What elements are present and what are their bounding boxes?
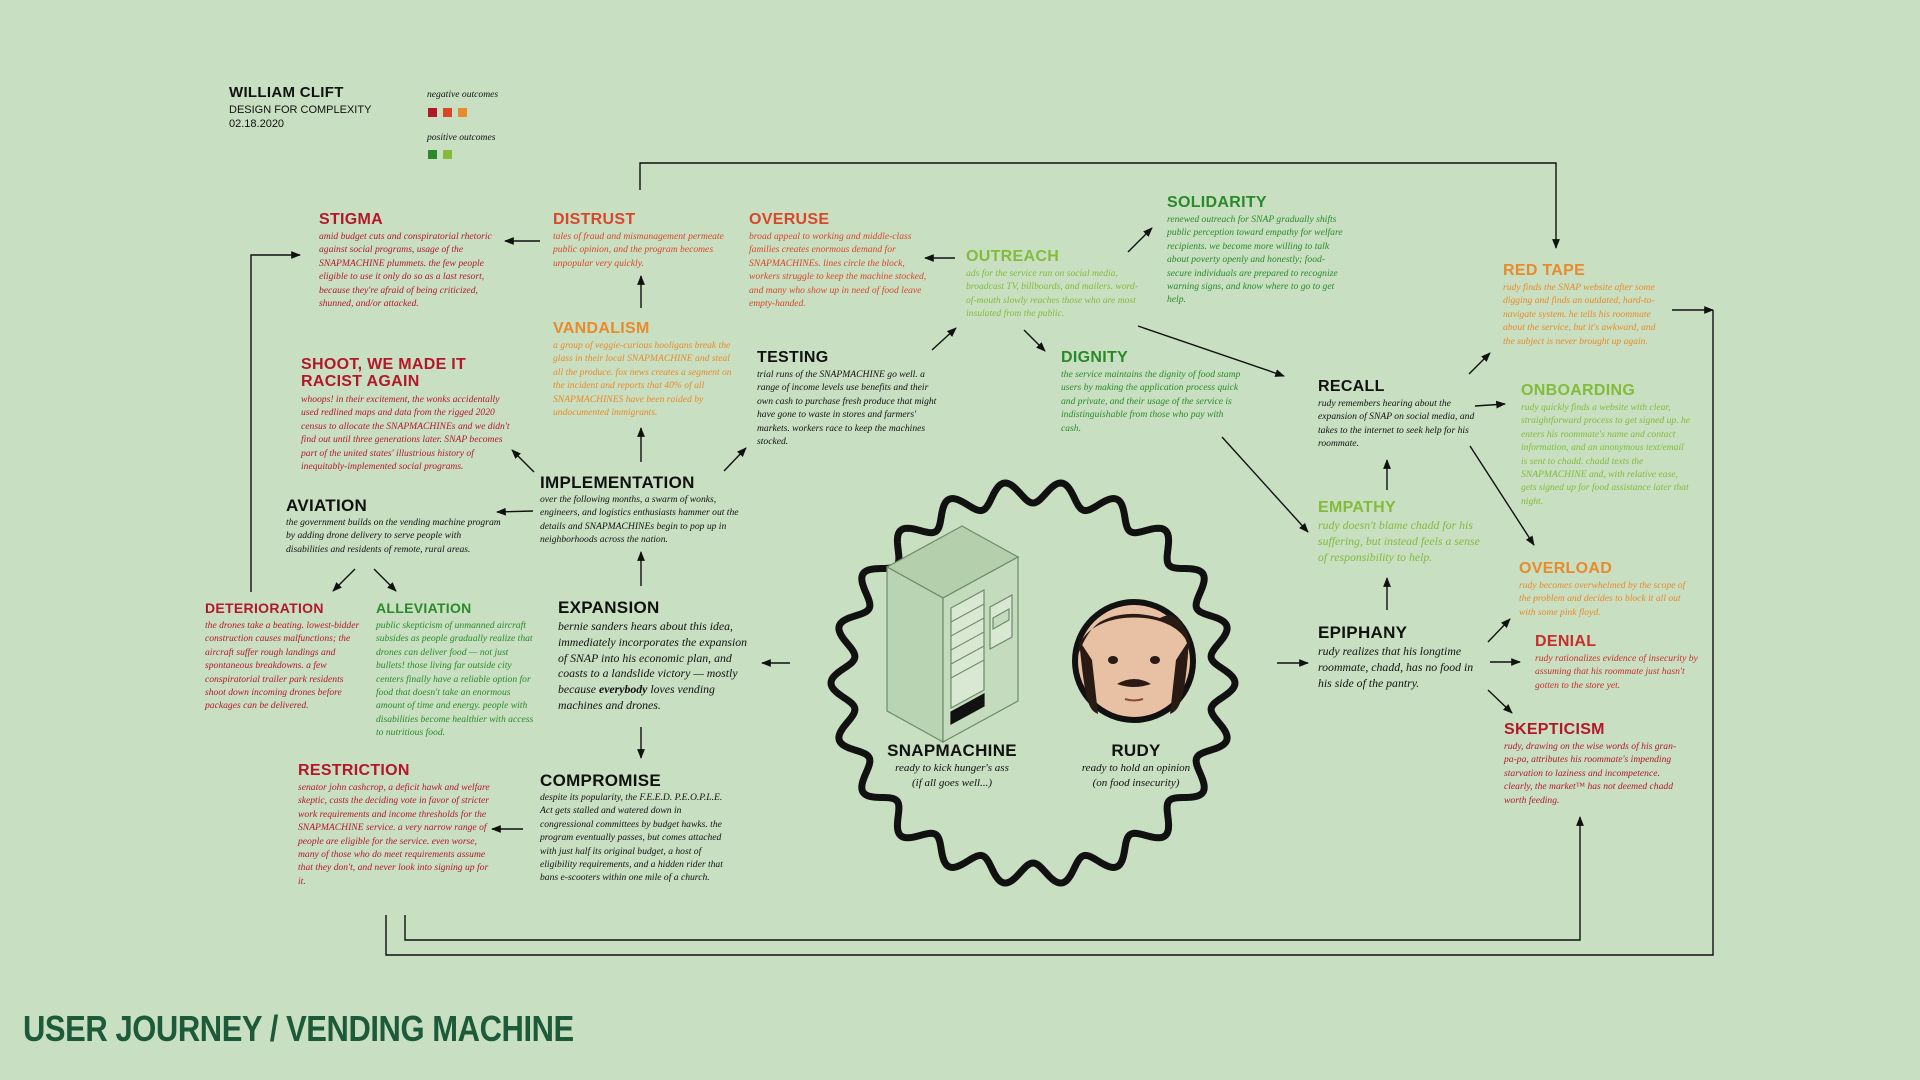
node-text: ads for the service run on social media, broadcast TV, billboards, and mailers. word-of-mouth slowly reaches those who are most insulated from the public. [966, 268, 1138, 320]
legend-swatch-red [428, 108, 437, 117]
legend-swatch-dorange [443, 108, 452, 117]
date: 02.18.2020 [229, 118, 285, 130]
node-title: SHOOT, WE MADE IT RACIST AGAIN [301, 356, 467, 390]
node-title: RECALL [1318, 378, 1385, 395]
node-text: amid budget cuts and conspiratorial rhetoric against social programs, usage of the SNAPMACHINE plummets. the few people eligible to use it only do so as a last resort, because they're afraid of being criticized, shunned, and/or attacked. [319, 231, 492, 310]
node-red-tape [1503, 262, 1663, 348]
node-deterioration [205, 600, 365, 713]
node-text: bernie sanders hears about this idea, immediately incorporates the expansion of SNAP into his economic plan, and coasts to a landslide victory — mostly because everybody loves vending machines and drones. [558, 619, 748, 712]
node-title: IMPLEMENTATION [540, 473, 695, 492]
arrow-outreach-dignity [1024, 330, 1045, 351]
node-text: whoops! in their excitement, the wonks accidentally used redlined maps and data from the rigged 2020 census to allocate the SNAPMACHINEs and we didn't find out until three generations later. SNAP becomes part of the united states' illustrious history of inequitably-implemented social programs. [301, 394, 510, 473]
node-skepticism [1504, 721, 1684, 807]
node-title: TESTING [757, 349, 829, 366]
node-text: rudy quickly finds a website with clear, straightforward process to get signed up. he enters his roommate's name and contact information, and an anonymous text/email is sent to chadd. chadd texts the SNAPMACHINE and, with relative ease, gets signed up for food assistance later that night. [1521, 402, 1691, 507]
node-distrust [553, 211, 733, 270]
node-text: renewed outreach for SNAP gradually shifts public perception toward empathy for welfare recipients. we become more willing to talk about poverty openly and honestly; food-secure individuals are prepared to recognize warning signs, and know where to go to get help. [1167, 214, 1343, 306]
node-title: COMPROMISE [540, 771, 662, 790]
snapmachine-sub2: (if all goes well...) [911, 777, 993, 789]
node-aviation [286, 497, 501, 556]
page-title: USER JOURNEY / VENDING MACHINE [23, 1008, 574, 1049]
node-testing [757, 349, 937, 448]
arrow-implementation-aviation [497, 511, 533, 512]
node-title: SOLIDARITY [1167, 194, 1267, 211]
node-restriction [298, 762, 498, 888]
node-title: DIGNITY [1061, 349, 1128, 366]
arrow-testing-outreach [932, 328, 956, 350]
node-outreach [966, 248, 1148, 321]
author-name: WILLIAM CLIFT [229, 84, 344, 101]
arrow-dignity-empathy [1222, 437, 1308, 532]
node-epiphany [1318, 624, 1483, 691]
node-text: rudy finds the SNAP website after some digging and finds an outdated, hard-to-navigate system. he tells his roommate about the service, but it's awkward, and the subject is never brought up again. [1503, 282, 1656, 347]
node-title: DISTRUST [553, 211, 636, 228]
node-compromise [540, 772, 735, 885]
rudy-sub2: (on food insecurity) [1092, 777, 1180, 789]
snapmachine-sub1: ready to kick hunger's ass [895, 762, 1009, 774]
arrow-epiphany-skepticism [1488, 690, 1512, 713]
rudy-portrait [1072, 599, 1196, 723]
arrow-recall-onboarding [1475, 404, 1505, 406]
node-title: DETERIORATION [205, 600, 324, 616]
node-racist-again [301, 356, 511, 473]
node-text: rudy realizes that his longtime roommate, chadd, has no food in his side of the pantry. [1318, 644, 1474, 690]
node-title: DENIAL [1535, 633, 1597, 650]
node-overuse [749, 211, 929, 310]
node-text: rudy remembers hearing about the expansion of SNAP on social media, and takes to the internet to seek help for his roommate. [1318, 398, 1475, 450]
legend-positive-label: positive outcomes [427, 132, 496, 143]
node-title: RESTRICTION [298, 762, 410, 779]
rudy-caption [1056, 742, 1216, 791]
node-title: EXPANSION [558, 598, 660, 617]
rudy-sub1: ready to hold an opinion [1081, 762, 1191, 774]
node-title: ONBOARDING [1521, 382, 1636, 399]
node-vandalism [553, 320, 735, 419]
course-name: DESIGN FOR COMPLEXITY [229, 104, 372, 116]
node-overload [1519, 560, 1689, 619]
legend-swatch-green [428, 150, 437, 159]
node-title: OVERLOAD [1519, 560, 1613, 577]
node-text: a group of veggie-curious hooligans break the glass in their local SNAPMACHINE and steal all the produce. fox news creates a segment on the incident and reports that 40% of all SNAPMACHINES have been raided by undocumented immigrants. [553, 340, 732, 419]
node-text: despite its popularity, the F.E.E.D. P.E.O.P.L.E. Act gets stalled and watered down in congressional committees by budget hawks. the program eventually passes, but comes attached with just half its original budget, a host of eligibility requirements, and a hidden rider that bans e-scooters within one mile of a church. [540, 792, 723, 884]
node-text: the service maintains the dignity of food stamp users by making the application process quick and private, and their usage of the service is indistinguishable from those who pay with cash. [1061, 369, 1241, 434]
node-title: EPIPHANY [1318, 623, 1408, 642]
node-onboarding [1521, 382, 1691, 508]
node-implementation [540, 474, 740, 547]
arrow-implementation-testing [724, 448, 746, 471]
node-text: broad appeal to working and middle-class families creates enormous demand for SNAPMACHINEs. lines circle the block, workers struggle to keep the machine stocked, and many who show up in need of food leave empty-handed. [749, 231, 927, 310]
node-expansion [558, 599, 752, 714]
arrow-epiphany-overload [1488, 619, 1510, 642]
arrow-implementation-racist [512, 450, 534, 472]
legend-swatch-lgreen [443, 150, 452, 159]
node-solidarity [1167, 194, 1347, 307]
node-text: senator john cashcrop, a deficit hawk and welfare skeptic, casts the deciding vote in favor of stricter work requirements and income thresholds for the SNAPMACHINE service. a very narrow range of people are eligible for the service. even worse, many of those who do meet requirements assume that they don't, and never look into signing up for it. [298, 782, 490, 887]
node-title: SKEPTICISM [1504, 721, 1605, 738]
node-title: ALLEVIATION [376, 600, 472, 616]
node-title: AVIATION [286, 496, 368, 515]
node-text: rudy doesn't blame chadd for his suffering, but instead feels a sense of responsibility to help. [1318, 518, 1480, 564]
node-text: rudy rationalizes evidence of insecurity by assuming that his roommate just hasn't gotten to the store yet. [1535, 653, 1698, 691]
snapmachine-name: SNAPMACHINE [887, 741, 1017, 760]
node-empathy [1318, 499, 1483, 565]
node-text: rudy, drawing on the wise words of his gran-pa-pa, attributes his roommate's impending starvation to laziness and incompetence. clearly, the market™ has not deemed chadd worth feeding. [1504, 741, 1677, 806]
node-title: VANDALISM [553, 320, 650, 337]
node-dignity [1061, 349, 1241, 435]
node-text: the drones take a beating. lowest-bidder construction causes malfunctions; the aircraft suffer rough landings and spontaneous breakdowns. a few conspiratorial trailer park residents shoot down incoming drones before packages can be delivered. [205, 620, 360, 712]
node-title: OUTREACH [966, 248, 1060, 265]
vending-machine-illustration [887, 526, 1018, 742]
node-text: rudy becomes overwhelmed by the scope of the problem and decides to block it all out with some pink floyd. [1519, 580, 1686, 618]
node-text: tales of fraud and mismanagement permeate public opinion, and the program becomes unpopular very quickly. [553, 231, 724, 269]
legend-negative-label: negative outcomes [427, 89, 499, 100]
snapmachine-caption [872, 742, 1032, 791]
node-title: STIGMA [319, 211, 384, 228]
rudy-name: RUDY [1111, 741, 1161, 760]
node-denial [1535, 633, 1700, 692]
node-text: over the following months, a swarm of wonks, engineers, and logistics enthusiasts hammer out the details and SNAPMACHINEs begin to pop up in neighborhoods across the nation. [540, 494, 739, 546]
node-text: trial runs of the SNAPMACHINE go well. a range of income levels use benefits and their own cash to purchase fresh produce that might have gone to waste in stores and farmers' markets. workers race to keep the machines stocked. [757, 369, 937, 448]
node-alleviation [376, 600, 538, 740]
node-title: OVERUSE [749, 211, 830, 228]
node-title: RED TAPE [1503, 262, 1586, 279]
node-text: the government builds on the vending machine program by adding drone delivery to serve people with disabilities and residents of remote, rural areas. [286, 517, 501, 555]
arrow-recall-redtape [1469, 353, 1490, 374]
node-text: public skepticism of unmanned aircraft subsides as people gradually realize that drones can deliver food — not just bullets! those living far outside city centers finally have a reliable option for food that doesn't take an enormous amount of time and energy. people with disabilities become healthier with access to nutritious food. [376, 620, 534, 739]
node-title: EMPATHY [1318, 499, 1396, 516]
node-recall [1318, 378, 1478, 451]
node-stigma [319, 211, 501, 310]
legend-swatch-orange [458, 108, 467, 117]
arrow-aviation-alleviation [374, 569, 396, 591]
arrow-aviation-deterioration [333, 569, 355, 591]
